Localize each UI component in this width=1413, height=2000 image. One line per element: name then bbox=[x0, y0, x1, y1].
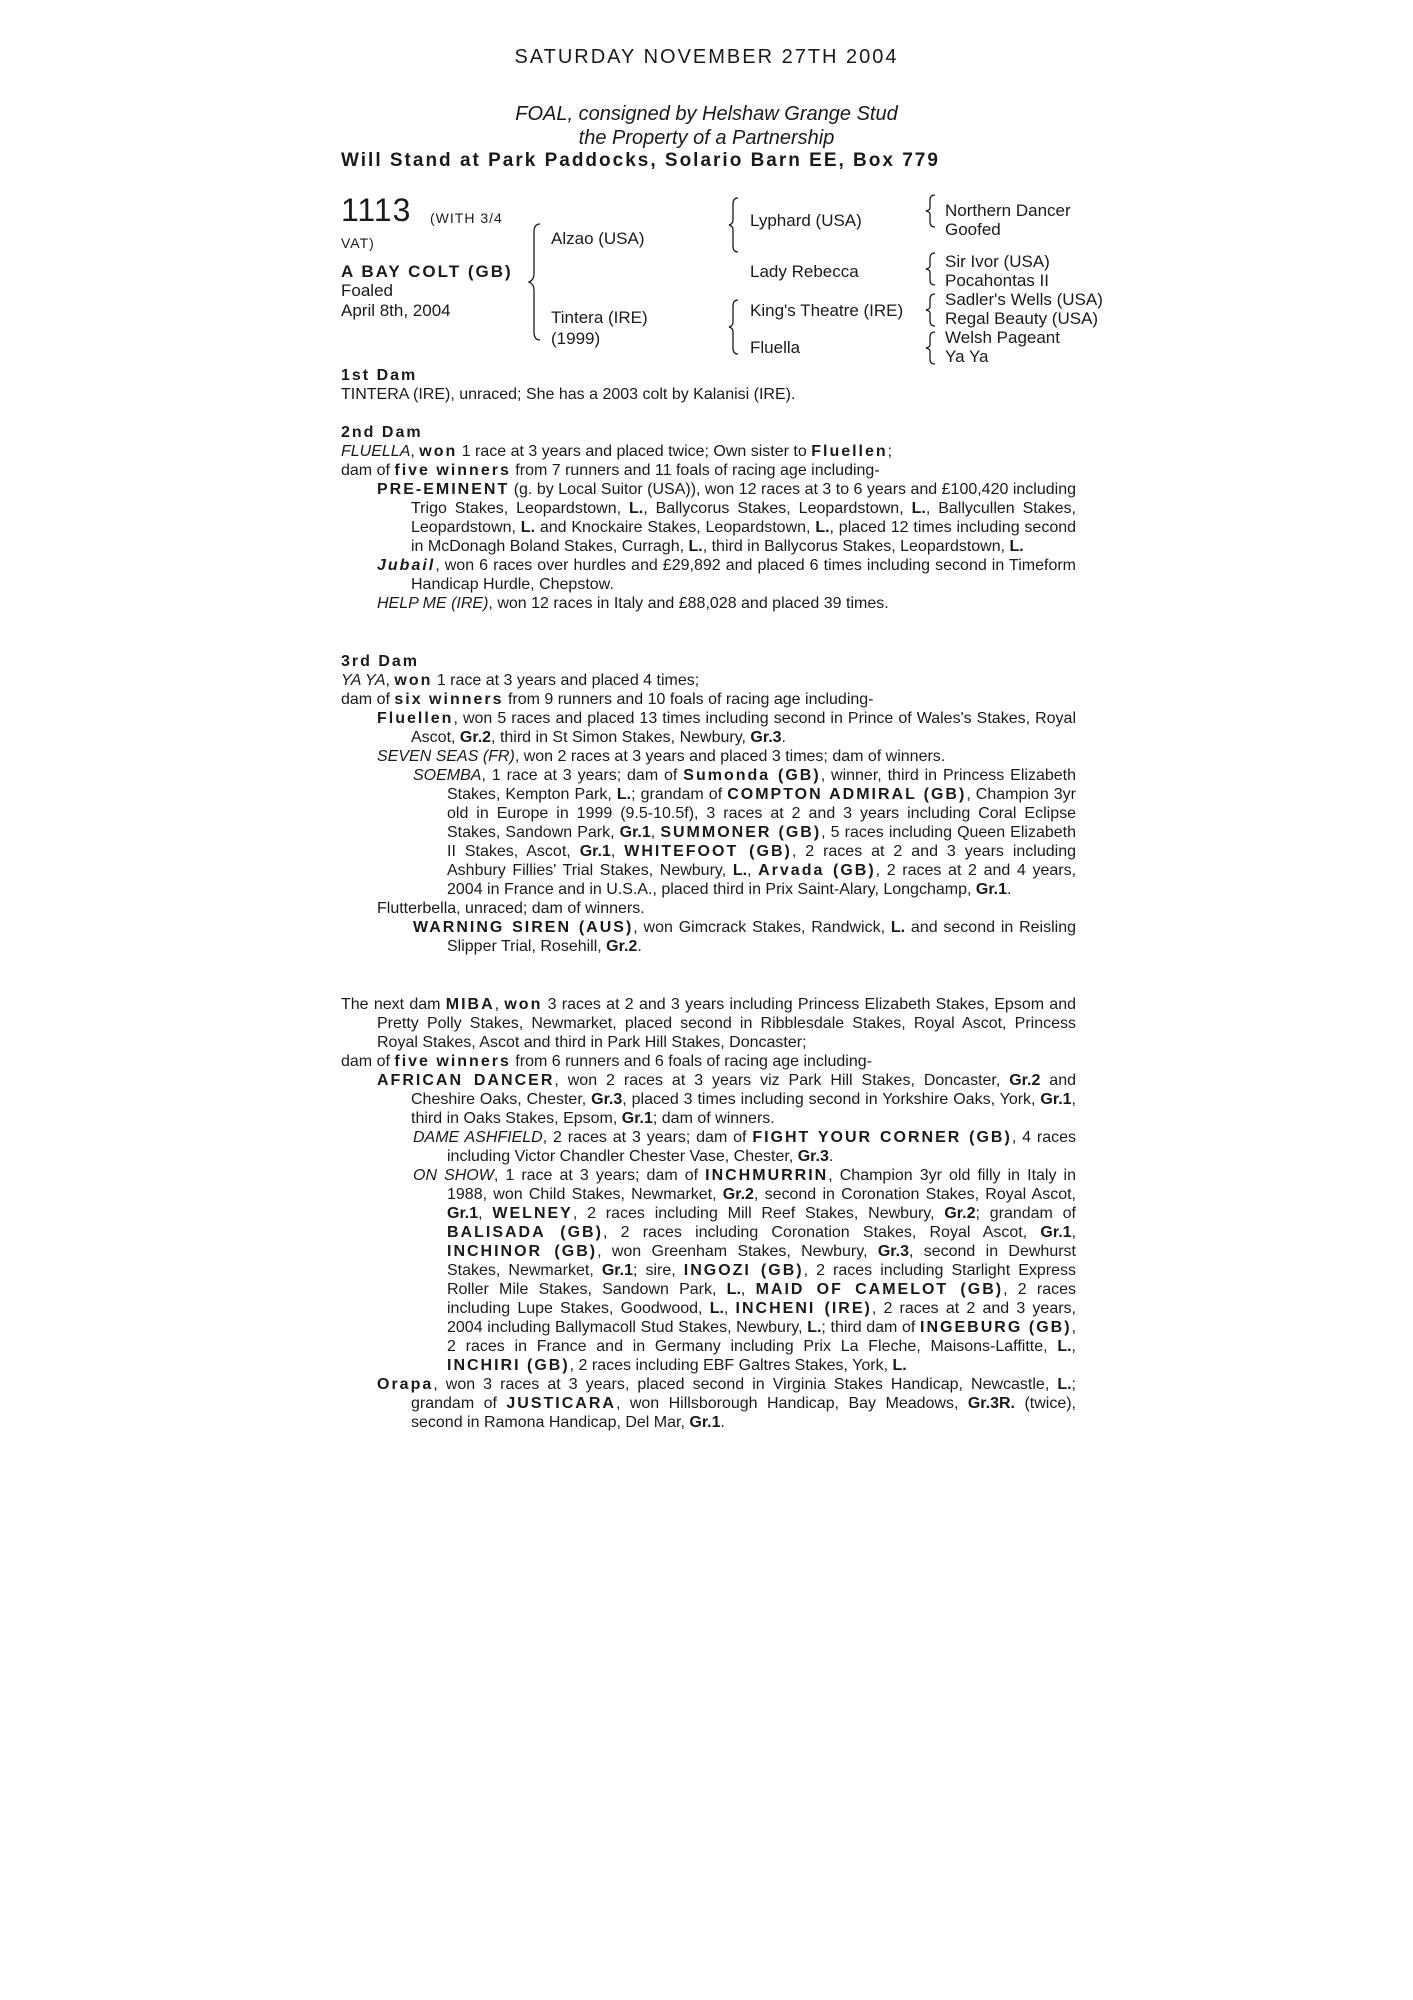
consignor-line: FOAL, consigned by Helshaw Grange Stud bbox=[515, 103, 898, 125]
pedigree-paragraph: AFRICAN DANCER, won 2 races at 3 years viz Park Hill Stakes, Doncaster, Gr.2 and Cheshire Oaks, Chester, Gr.3, placed 3 times including second in Yorkshire Oaks, York, Gr.1, third in Oaks Stakes, Epsom, Gr.1; dam of winners. bbox=[377, 1072, 1076, 1127]
foaled-label: Foaled bbox=[341, 281, 393, 300]
pedigree-paragraph: FLUELLA, won 1 race at 3 years and placed twice; Own sister to Fluellen; bbox=[341, 443, 893, 460]
lot-description: A BAY COLT (GB) bbox=[341, 262, 513, 281]
sire-name: Alzao (USA) bbox=[551, 229, 645, 248]
first-dam-section bbox=[341, 366, 1076, 404]
g-brace-4 bbox=[925, 330, 937, 366]
pedigree-paragraph: DAME ASHFIELD, 2 races at 3 years; dam of FIGHT YOUR CORNER (GB), 4 races including Victor Chandler Chester Vase, Chester, Gr.3. bbox=[413, 1129, 1077, 1165]
third-dam-body bbox=[341, 671, 1076, 956]
lot-vat-note: (WITH 3/4 bbox=[430, 210, 503, 226]
second-dam-section bbox=[341, 423, 1076, 613]
pedigree-paragraph: The next dam MIBA, won 3 races at 2 and 3 years including Princess Elizabeth Stakes, Epsom and Pretty Polly Stakes, Newmarket, placed second in Ribblesdale Stakes, Royal Ascot, Princess Royal Stakes, Ascot and third in Park Hill Stakes, Doncaster; bbox=[341, 996, 1077, 1051]
sire-dam: Lady Rebecca bbox=[750, 262, 859, 281]
pedigree-paragraph: PRE-EMINENT (g. by Local Suitor (USA)), won 12 races at 3 to 6 years and £100,420 including Trigo Stakes, Leopardstown, L., Ballycorus Stakes, Leopardstown, L., Ballycullen Stakes, Leopardstown, L. and Knockaire Stakes, Leopardstown, L., placed 12 times including second in McDonagh Boland Stakes, Curragh, L., third in Ballycorus Stakes, Leopardstown, L. bbox=[377, 481, 1077, 555]
second-dam-body bbox=[341, 442, 1076, 613]
g-ancestor-7: Welsh Pageant bbox=[945, 328, 1060, 347]
foaled-date: April 8th, 2004 bbox=[341, 301, 451, 320]
pedigree-paragraph: SOEMBA, 1 race at 3 years; dam of Sumonda (GB), winner, third in Princess Elizabeth Stakes, Kempton Park, L.; grandam of COMPTON ADMIRAL (GB), Champion 3yr old in Europe in 1999 (9.5-10.5f), 3 races at 2 and 3 years including Coral Eclipse Stakes, Sandown Park, Gr.1, SUMMONER (GB), 5 races including Queen Elizabeth II Stakes, Ascot, Gr.1, WHITEFOOT (GB), 2 races at 2 and 3 years including Ashbury Fillies' Trial Stakes, Newbury, L., Arvada (GB), 2 races at 2 and 4 years, 2004 in France and in U.S.A., placed third in Prix Saint-Alary, Longchamp, Gr.1. bbox=[413, 767, 1077, 898]
dam-sire: King's Theatre (IRE) bbox=[750, 301, 904, 320]
dam-year: (1999) bbox=[551, 329, 601, 348]
g-ancestor-1: Northern Dancer bbox=[945, 201, 1071, 220]
dam-name: Tintera (IRE) bbox=[551, 308, 648, 327]
sire-sire: Lyphard (USA) bbox=[750, 211, 862, 230]
pedigree-paragraph: Orapa, won 3 races at 3 years, placed second in Virginia Stakes Handicap, Newcastle, L.; grandam of JUSTICARA, won Hillsborough Handicap, Bay Meadows, Gr.3R. (twice), second in Ramona Handicap, Del Mar, Gr.1. bbox=[377, 1376, 1076, 1431]
third-dam-section bbox=[341, 652, 1076, 956]
pedigree-paragraph: dam of five winners from 7 runners and 11 foals of racing age including- bbox=[341, 462, 880, 479]
next-dam-body bbox=[341, 995, 1076, 1432]
pedigree-paragraph: Flutterbella, unraced; dam of winners. bbox=[377, 900, 645, 917]
property-line: the Property of a Partnership bbox=[578, 127, 835, 149]
pedigree-paragraph: WARNING SIREN (AUS), won Gimcrack Stakes, Randwick, L. and second in Reisling Slipper Trial, Rosehill, Gr.2. bbox=[413, 919, 1076, 955]
pedigree-paragraph: HELP ME (IRE), won 12 races in Italy and £88,028 and placed 39 times. bbox=[377, 595, 889, 612]
second-dam-heading: 2nd Dam bbox=[341, 424, 423, 441]
pedigree-paragraph: YA YA, won 1 race at 3 years and placed 4 times; bbox=[341, 672, 700, 689]
first-dam-heading: 1st Dam bbox=[341, 367, 418, 384]
g-brace-1 bbox=[925, 193, 937, 229]
g-ancestor-2: Goofed bbox=[945, 220, 1001, 239]
dam-dam: Fluella bbox=[750, 338, 801, 357]
stand-location: Will Stand at Park Paddocks, Solario Barn EE, Box 779 bbox=[341, 150, 940, 171]
next-dam-section bbox=[341, 995, 1076, 1432]
lot-number: 1113 bbox=[341, 192, 412, 228]
g-brace-2 bbox=[925, 251, 937, 287]
pedigree-paragraph: SEVEN SEAS (FR), won 2 races at 3 years and placed 3 times; dam of winners. bbox=[377, 748, 946, 765]
lot-vat-note-2: VAT) bbox=[341, 235, 375, 251]
first-dam-text: TINTERA (IRE), unraced; She has a 2003 colt by Kalanisi (IRE). bbox=[341, 386, 796, 403]
sale-date: SATURDAY NOVEMBER 27TH 2004 bbox=[514, 46, 899, 68]
third-dam-heading: 3rd Dam bbox=[341, 653, 420, 670]
g-ancestor-8: Ya Ya bbox=[945, 347, 989, 366]
pedigree-paragraph: Jubail, won 6 races over hurdles and £29,892 and placed 6 times including second in Timeform Handicap Hurdle, Chepstow. bbox=[377, 557, 1076, 593]
pedigree-paragraph: ON SHOW, 1 race at 3 years; dam of INCHMURRIN, Champion 3yr old filly in Italy in 1988, won Child Stakes, Newmarket, Gr.2, second in Coronation Stakes, Royal Ascot, Gr.1, WELNEY, 2 races including Mill Reef Stakes, Newbury, Gr.2; grandam of BALISADA (GB), 2 races including Coronation Stakes, Royal Ascot, Gr.1, INCHINOR (GB), won Greenham Stakes, Newbury, Gr.3, second in Dewhurst Stakes, Newmarket, Gr.1; sire, INGOZI (GB), 2 races including Starlight Express Roller Mile Stakes, Sandown Park, L., MAID OF CAMELOT (GB), 2 races including Lupe Stakes, Goodwood, L., INCHENI (IRE), 2 races at 2 and 3 years, 2004 including Ballymacoll Stud Stakes, Newbury, L.; third dam of INGEBURG (GB), 2 races in France and in Germany including Prix La Fleche, Maisons-Laffitte, L., INCHIRI (GB), 2 races including EBF Galtres Stakes, York, L. bbox=[413, 1167, 1077, 1374]
g-ancestor-6: Regal Beauty (USA) bbox=[945, 309, 1099, 328]
g-brace-3 bbox=[925, 292, 937, 328]
main-brace bbox=[528, 222, 542, 342]
pedigree-paragraph: Fluellen, won 5 races and placed 13 times including second in Prince of Wales's Stakes, Royal Ascot, Gr.2, third in St Simon Stakes, Newbury, Gr.3. bbox=[377, 710, 1076, 746]
pedigree-paragraph: dam of six winners from 9 runners and 10 foals of racing age including- bbox=[341, 691, 874, 708]
pedigree-paragraph: dam of five winners from 6 runners and 6 foals of racing age including- bbox=[341, 1053, 872, 1070]
g-ancestor-3: Sir Ivor (USA) bbox=[945, 252, 1050, 271]
g-ancestor-4: Pocahontas II bbox=[945, 271, 1049, 290]
g-ancestor-5: Sadler's Wells (USA) bbox=[945, 290, 1103, 309]
dam-brace bbox=[728, 298, 740, 356]
sire-brace bbox=[728, 196, 740, 254]
